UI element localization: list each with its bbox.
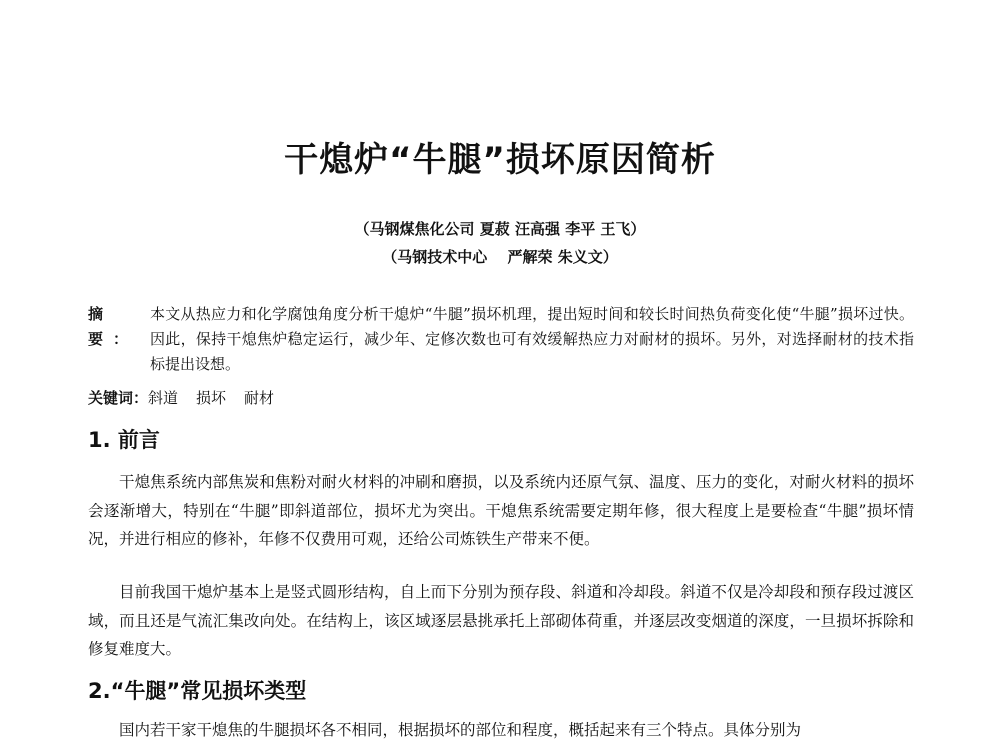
section-heading-damage-types: 2.“牛腿”常见损坏类型 (88, 679, 307, 703)
keyword-item: 耐材 (244, 389, 275, 407)
keyword-item: 损坏 (196, 389, 227, 407)
author-affiliation-line-1: （马钢煤焦化公司 夏菽 汪高强 李平 王飞） (354, 220, 646, 238)
section-paragraph: 干熄焦系统内部焦炭和焦粉对耐火材料的冲刷和磨损，以及系统内还原气氛、温度、压力的变化，对耐火材料的损坏会逐渐增大，特别在“牛腿”即斜道部位，损坏尤为突出。干熄焦系统需要定期年修，很大程度上是要检查“牛腿”损坏情况，并进行相应的修补，年修不仅费用可观，还给公司炼铁生产带来不便。 (88, 473, 914, 548)
section-heading-introduction: 1. 前言 (88, 428, 160, 452)
abstract-label: 摘要： (88, 305, 139, 348)
author-affiliation-line-2: （马钢技术中心 严解荣 朱义文） (382, 248, 618, 266)
document-title: 干熄炉“牛腿”损坏原因简析 (284, 140, 716, 180)
keywords (88, 386, 292, 411)
section-paragraph: 目前我国干熄炉基本上是竖式圆形结构，自上而下分别为预存段、斜道和冷却段。斜道不仅是冷却段和预存段过渡区域，而且还是气流汇集改向处。在结构上，该区域逐层悬挑承托上部砌体荷重，并逐层改变烟道的深度，一旦损坏拆除和修复难度大。 (88, 583, 914, 658)
keyword-item: 斜道 (148, 389, 179, 407)
section-paragraph: 国内若干家干熄焦的牛腿损坏各不相同，根据损坏的部位和程度，概括起来有三个特点。具体分别为 (119, 721, 802, 739)
abstract-text: 本文从热应力和化学腐蚀角度分析干熄炉“牛腿”损坏机理，提出短时间和较长时间热负荷变化使“牛腿”损坏过快。因此，保持干熄焦炉稳定运行，减少年、定修次数也可有效缓解热应力对耐材的损坏。另外，对选择耐材的技术指标提出设想。 (150, 305, 914, 373)
abstract (88, 302, 914, 377)
keywords-label: 关键词： (88, 389, 149, 407)
